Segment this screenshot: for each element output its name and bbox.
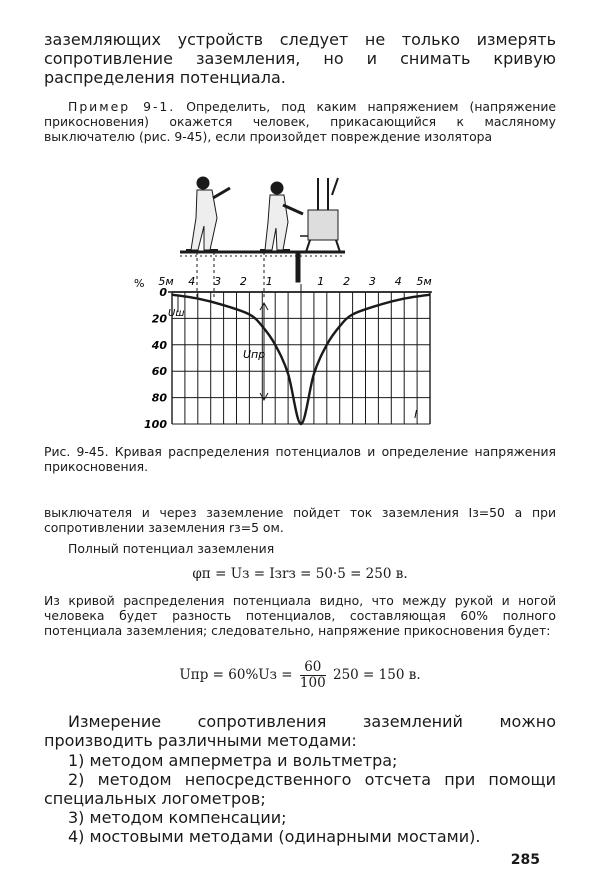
y-tick-label: 80 [151,391,167,405]
y-tick-label: 20 [151,312,167,326]
body-paragraph-1: выключателя и через заземление пойдет ток заземления Iз=50 а при сопротивлении заземления rз=5 ом. [44,505,556,535]
y-tick-label: 40 [151,338,167,352]
formula-1: φп = Uз = Iзrз = 50·5 = 250 в. [192,566,408,582]
list-item: 4) мостовыми методами (одинарными мостами). [68,827,481,846]
person-left-icon [186,177,230,250]
top-paragraph: заземляющих устройств следует не только измерять сопротивление заземления, но и снимать кривую распределения потенциала. [44,30,556,87]
x-distance-label: 1 [265,275,273,288]
page-number: 285 [510,852,540,868]
example-label: Пример 9-1. [68,99,176,114]
x-distance-label: 4 [394,275,402,288]
oil-switch-icon [296,178,340,282]
y-tick-label: 100 [144,418,167,431]
x-distance-label: 5м [416,275,432,288]
body-paragraph-4: Измерение сопротивления заземлений можно производить различными методами: [44,712,556,750]
list-item: 1) методом амперметра и вольтметра; [68,751,398,770]
chart [144,275,432,431]
y-tick-label: 60 [151,365,167,379]
list-item: 3) методом компенсации; [68,808,287,827]
l-axis-label: l [414,408,418,421]
x-distance-label: 2 [343,275,351,288]
fraction: $\frac{60}{100}$ [299,659,326,691]
ground-line [180,252,345,256]
example-text: Определить, под каким напряжением (напряжение прикосновения) окажется человек, прикасающийся к масляному выключателю (рис. 9-45), если произойдет повреждение изолятора [44,99,557,144]
person-right-icon [260,182,303,250]
list-item: 2) методом непосредственного отсчета при помощи специальных логометров; [44,770,556,808]
x-distance-label: 3 [368,275,376,288]
y-tick-label: 0 [159,286,167,299]
methods-list [44,751,556,846]
x-distance-label: 3 [214,275,222,288]
x-distance-label: 4 [188,275,196,288]
u-pr-label: Uпр [243,348,266,361]
x-distance-label: 1 [317,275,325,288]
x-distance-label: 2 [239,275,247,288]
body-paragraph-2: Полный потенциал заземления [68,541,275,556]
body-paragraph-3: Из кривой распределения потенциала видно, что между рукой и ногой человека будет разность потенциалов, составляющая 60% полного потенциала заземления; следовательно, напряжение прикосновения будет: [44,593,556,638]
u-sh-label: Uш [168,308,185,319]
figure-caption: Рис. 9-45. Кривая распределения потенциалов и определение напряжения прикосновения. [44,444,556,474]
percent-label: % [134,277,145,290]
formula-2: Uпр = 60%Uз = $\frac{60}{100}$ 250 = 150 в. [179,659,421,691]
figure-9-45 [0,0,600,440]
x-distance-label: 5м [158,275,174,288]
